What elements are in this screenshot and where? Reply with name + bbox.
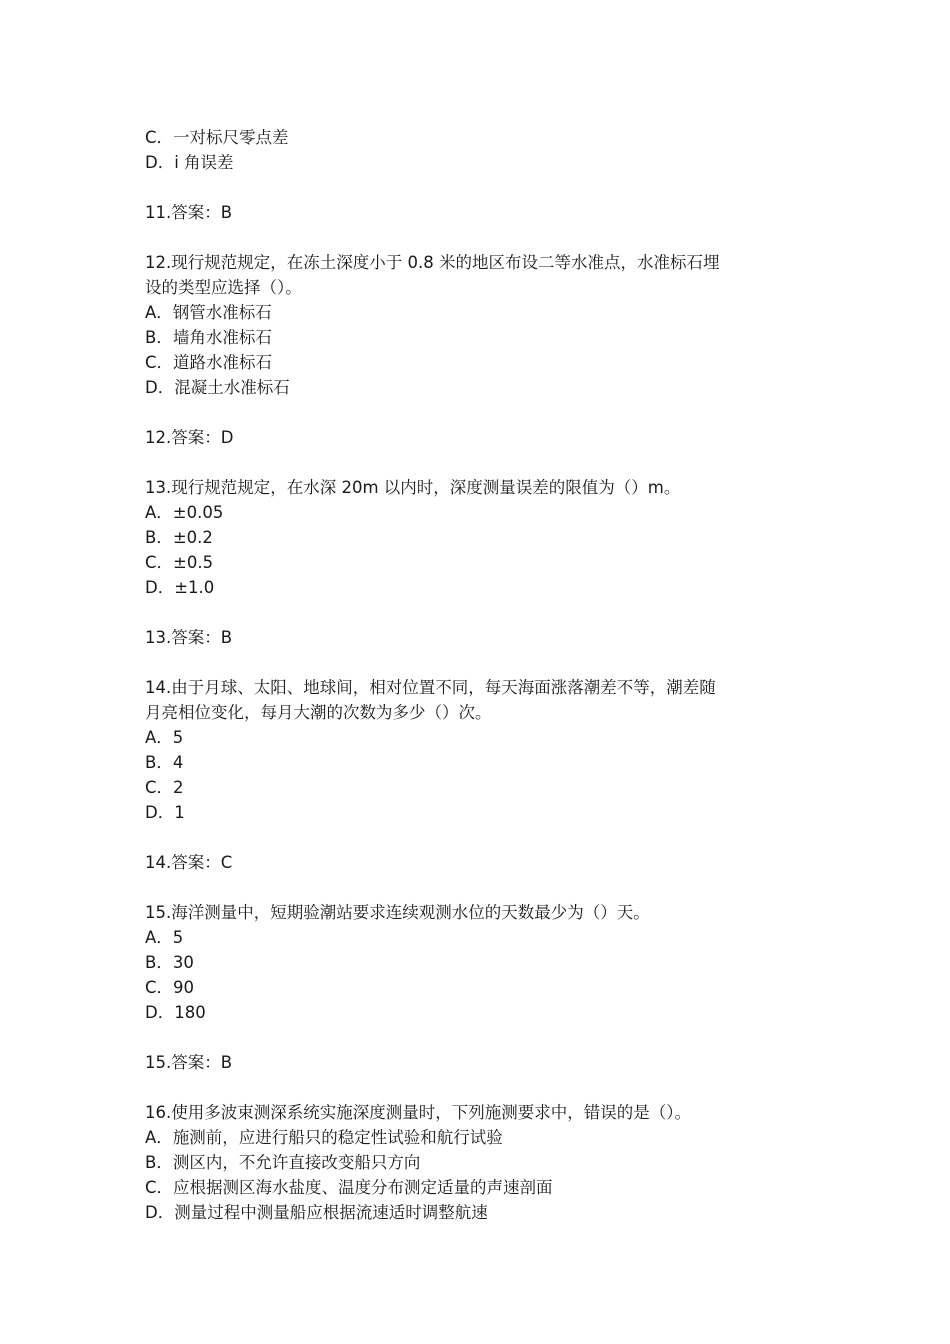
question-text: 12.现行规范规定，在冻土深度小于 0.8 米的地区布设二等水准点，水准标石埋 (145, 253, 720, 272)
option-line: B．4 (145, 753, 184, 772)
option-line: C．±0.5 (145, 553, 214, 572)
spacer (145, 875, 825, 900)
option-line: D．测量过程中测量船应根据流速适时调整航速 (145, 1203, 488, 1222)
option-line: D．±1.0 (145, 578, 215, 597)
option-line: C．2 (145, 778, 184, 797)
option-line: A．±0.05 (145, 503, 224, 522)
question-text: 月亮相位变化，每月大潮的次数为多少（）次。 (145, 703, 492, 722)
answer-line: 11.答案：B (145, 203, 233, 222)
answer-line: 13.答案：B (145, 628, 233, 647)
option-line: D．i 角误差 (145, 153, 234, 172)
spacer (145, 450, 825, 475)
option-line: D．180 (145, 1003, 206, 1022)
option-line: B．测区内，不允许直接改变船只方向 (145, 1153, 421, 1172)
document-page (145, 125, 825, 1225)
option-line: D．混凝土水准标石 (145, 378, 290, 397)
option-line: A．5 (145, 928, 184, 947)
question-text: 15.海洋测量中，短期验潮站要求连续观测水位的天数最少为（）天。 (145, 903, 650, 922)
option-line: A．5 (145, 728, 184, 747)
answer-line: 12.答案：D (145, 428, 234, 447)
question-text: 设的类型应选择（）。 (145, 278, 302, 297)
option-line: A．施测前，应进行船只的稳定性试验和航行试验 (145, 1128, 503, 1147)
question-text: 13.现行规范规定，在水深 20m 以内时，深度测量误差的限值为（）m。 (145, 478, 681, 497)
spacer (145, 225, 825, 250)
option-line: C．90 (145, 978, 195, 997)
question-text: 16.使用多波束测深系统实施深度测量时，下列施测要求中，错误的是（）。 (145, 1103, 691, 1122)
option-line: B．±0.2 (145, 528, 213, 547)
option-line: B．墙角水准标石 (145, 328, 272, 347)
spacer (145, 175, 825, 200)
spacer (145, 1075, 825, 1100)
option-line: D．1 (145, 803, 185, 822)
spacer (145, 650, 825, 675)
spacer (145, 825, 825, 850)
spacer (145, 400, 825, 425)
option-line: A．钢管水准标石 (145, 303, 272, 322)
question-text: 14.由于月球、太阳、地球间，相对位置不同，每天海面涨落潮差不等，潮差随 (145, 678, 716, 697)
spacer (145, 600, 825, 625)
option-line: C．道路水准标石 (145, 353, 273, 372)
answer-line: 15.答案：B (145, 1053, 233, 1072)
option-line: C．应根据测区海水盐度、温度分布测定适量的声速剖面 (145, 1178, 553, 1197)
option-line: B．30 (145, 953, 194, 972)
spacer (145, 1025, 825, 1050)
option-line: C．一对标尺零点差 (145, 128, 289, 147)
answer-line: 14.答案：C (145, 853, 233, 872)
